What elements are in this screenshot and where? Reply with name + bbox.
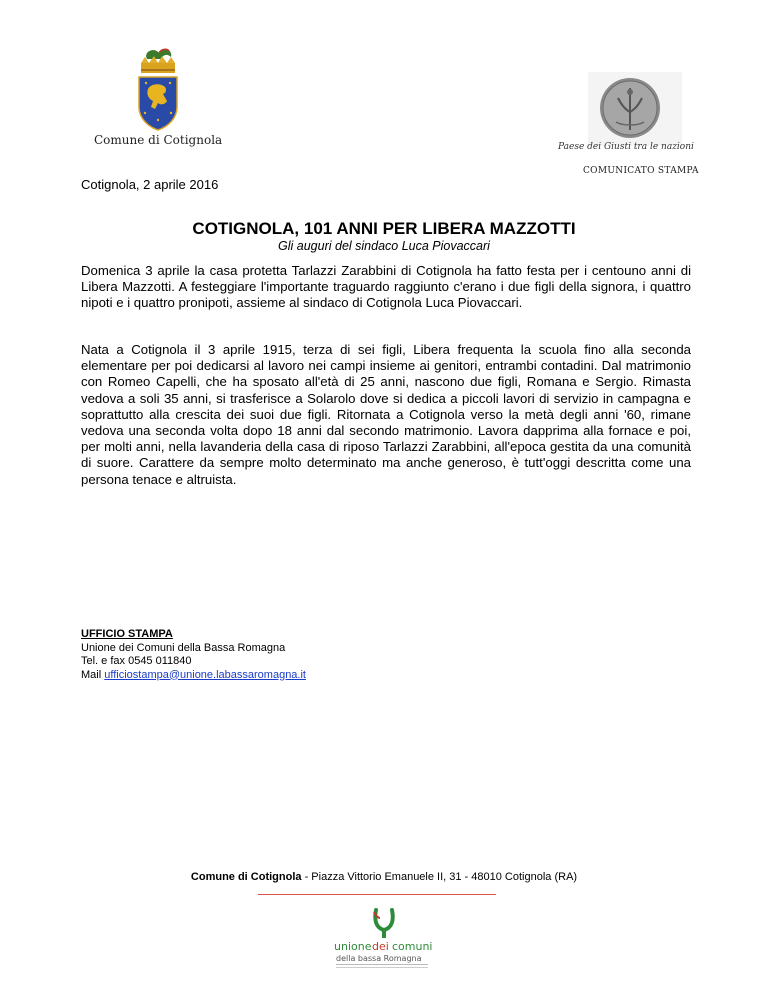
press-office-block <box>81 628 306 682</box>
logo-text-comuni: comuni <box>392 940 433 953</box>
footer-divider <box>258 894 496 895</box>
body-paragraph-2: Nata a Cotignola il 3 aprile 1915, terza di sei figli, Libera frequenta la scuola fino alla seconda elementare per poi dedicarsi al lavoro nei campi insieme ai genitori, entrambi contadini. Dal matrimonio con Romeo Capelli, che ha sposato all'età di 25 anni, nascono due figli, Romana e Sergio. Rimasta vedova a soli 35 anni, si trasferisce a Solarolo dove si dedica a piccoli lavori di servizio in campagna e soprattutto alla crescita dei suoi due figli. Ritornata a Cotignola verso la metà degli anni '60, rimane vedova una seconda volta dopo 18 anni dal secondo matrimonio. Lavora dapprima alla fornace e poi, per molti anni, nella lavanderia della casa di riposo Tarlazzi Zarabbini, all'epoca gestita da una comunità di suore. Carattere da sempre molto determinato ma anche generoso, è tutt'oggi descritta come una persona tenace e altruista. <box>81 342 691 487</box>
footer-address <box>0 871 768 883</box>
medal-icon <box>588 72 682 146</box>
body-paragraph-1: Domenica 3 aprile la casa protetta Tarlazzi Zarabbini di Cotignola ha fatto festa per i centouno anni di Libera Mazzotti. A festeggiare l'importante traguardo raggiunto c'erano i due figli della signora, i quattro nipoti e i quattro pronipoti, assieme al sindaco di Cotignola Luca Piovaccari. <box>81 263 691 311</box>
mail-label: Mail <box>81 668 102 681</box>
press-office-mail-line <box>81 669 306 683</box>
medal-caption: Paese dei Giusti tra le nazioni <box>558 142 694 152</box>
logo-text-bassa-romagna: della bassa Romagna <box>336 954 422 963</box>
mail-link[interactable]: ufficiostampa@unione.labassaromagna.it <box>104 668 306 681</box>
page-subtitle: Gli auguri del sindaco Luca Piovaccari <box>278 239 490 253</box>
footer-municipality: Comune di Cotignola <box>190 871 302 883</box>
logo-text-unione: unione <box>334 940 372 953</box>
logo-text-dei: dei <box>372 940 389 953</box>
press-office-phone: Tel. e fax 0545 011840 <box>81 655 192 667</box>
footer-address-text: - Piazza Vittorio Emanuele II, 31 - 48010 Cotignola (RA) <box>301 871 578 883</box>
press-release-label: COMUNICATO STAMPA <box>583 166 699 176</box>
page-title: COTIGNOLA, 101 ANNI PER LIBERA MAZZOTTI <box>192 219 576 238</box>
press-office-org: Unione dei Comuni della Bassa Romagna <box>81 641 286 654</box>
coat-of-arms-icon <box>133 45 183 131</box>
unione-logo-icon <box>330 906 438 972</box>
municipality-label: Comune di Cotignola <box>94 133 223 147</box>
press-office-heading: UFFICIO STAMPA <box>81 628 173 640</box>
dateline: Cotignola, 2 aprile 2016 <box>81 177 219 192</box>
